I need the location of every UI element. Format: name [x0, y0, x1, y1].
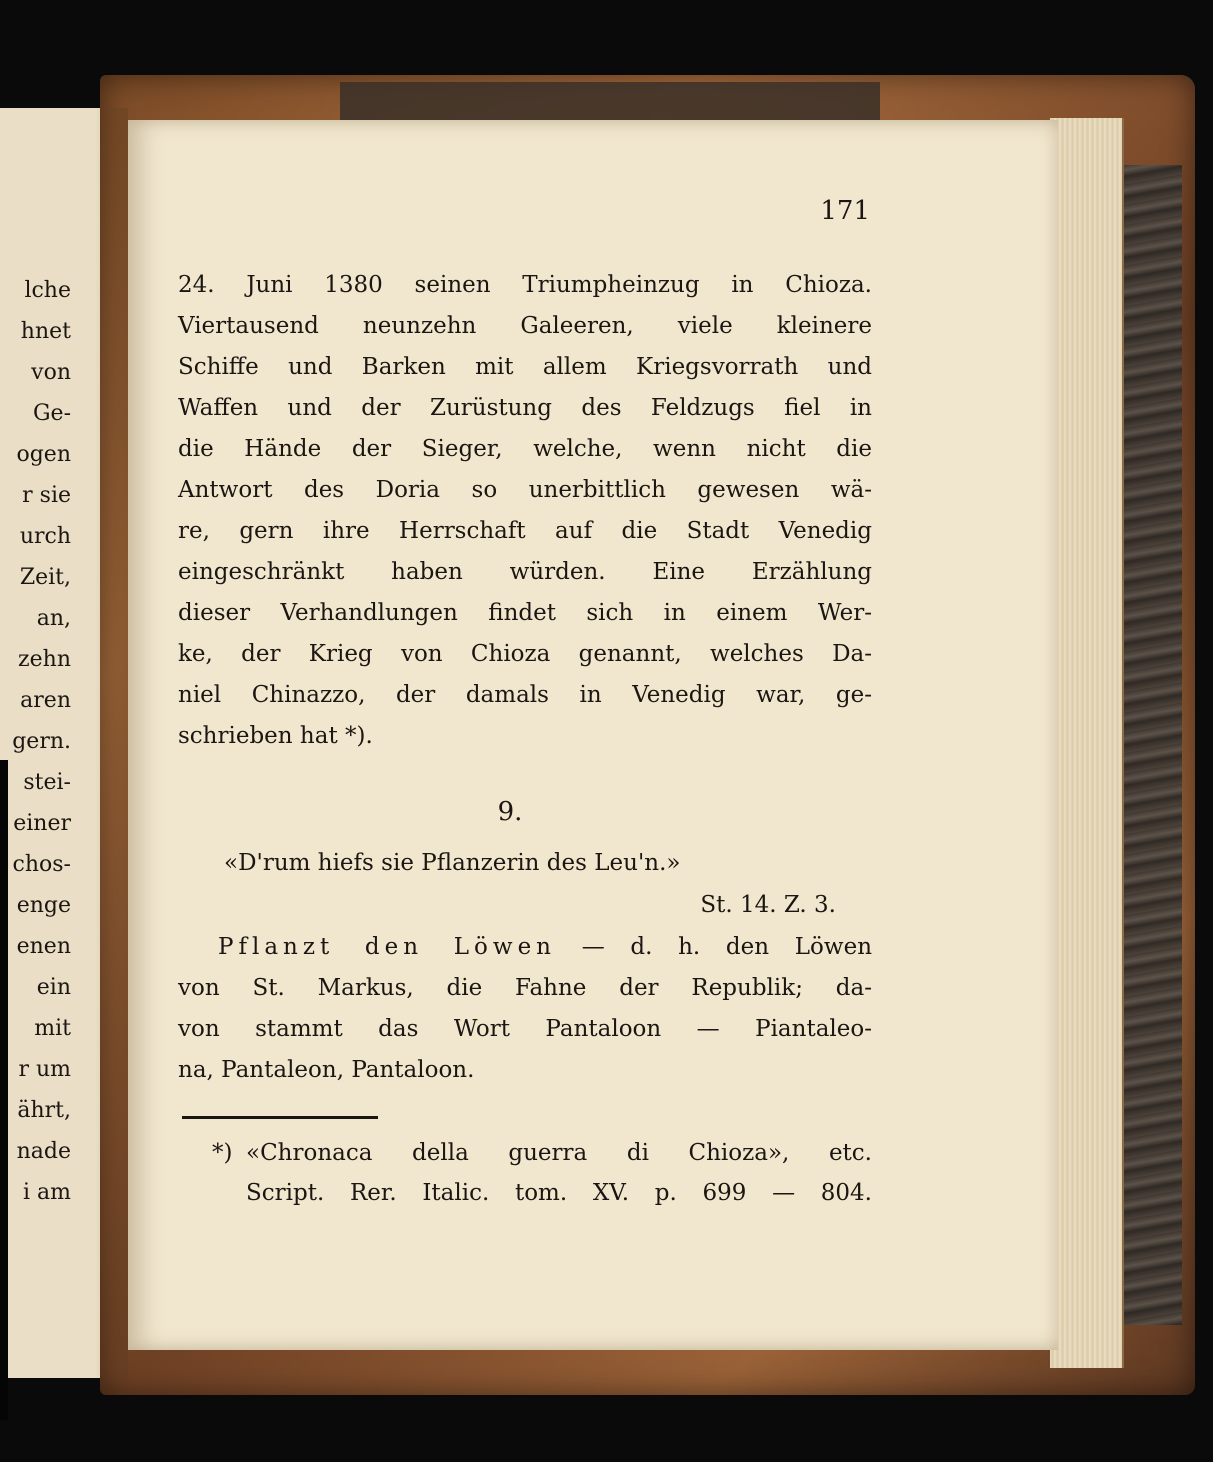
left-fragment: Zeit, — [19, 565, 71, 590]
paragraph-line: dieser Verhandlungen findet sich in einem Wer- — [178, 600, 872, 626]
left-fragment: ogen — [16, 442, 71, 467]
page-edges — [1050, 118, 1124, 1368]
paragraph-line: eingeschränkt haben würden. Eine Erzählung — [178, 559, 872, 585]
left-fragment: i am — [22, 1180, 71, 1205]
left-edge-shadow — [0, 760, 8, 1420]
paragraph-line: ke, der Krieg von Chioza genannt, welches Da- — [178, 641, 872, 667]
left-fragment: nade — [16, 1139, 71, 1164]
paragraph-line-rest: — d. h. den Löwen — [581, 934, 873, 960]
left-fragment: chos- — [12, 852, 71, 877]
left-fragment: enen — [16, 934, 71, 959]
left-gutter-shadow — [95, 108, 128, 1378]
marbled-board — [1120, 165, 1182, 1325]
left-fragment: urch — [19, 524, 71, 549]
left-fragment: gern. — [12, 729, 71, 754]
left-fragment: von — [31, 360, 71, 385]
left-fragment: hnet — [20, 319, 71, 344]
left-fragment: zehn — [18, 647, 71, 672]
paragraph-line: 24. Juni 1380 seinen Triumpheinzug in Chioza. — [178, 272, 872, 298]
left-fragment: stei- — [23, 770, 71, 795]
page-number: 171 — [820, 196, 870, 226]
paragraph-line: Antwort des Doria so unerbittlich gewesen wä- — [178, 477, 872, 503]
paragraph-line: schrieben hat *). — [178, 723, 373, 749]
left-fragment: r um — [18, 1057, 71, 1082]
left-fragment: ein — [36, 975, 71, 1000]
left-fragment: enge — [16, 893, 71, 918]
paragraph-line: re, gern ihre Herrschaft auf die Stadt Venedig — [178, 518, 872, 544]
left-fragment: lche — [24, 278, 71, 303]
paragraph-line: von stammt das Wort Pantaloon — Piantaleo- — [178, 1016, 872, 1042]
spaced-term: Pflanzt den Löwen — [218, 934, 556, 960]
paragraph-line: Schiffe und Barken mit allem Kriegsvorrath und — [178, 354, 872, 380]
left-fragment: Ge- — [32, 401, 71, 426]
footnote-rule — [182, 1116, 378, 1119]
cover-top-band — [340, 82, 880, 124]
left-fragment: einer — [13, 811, 71, 836]
paragraph-line: die Hände der Sieger, welche, wenn nicht die — [178, 436, 872, 462]
footnote-marker: *) — [212, 1140, 233, 1166]
left-fragment: r sie — [22, 483, 71, 508]
paragraph-line — [218, 934, 872, 960]
left-fragment: aren — [20, 688, 71, 713]
paragraph-line: von St. Markus, die Fahne der Republik; da- — [178, 975, 872, 1001]
left-fragment: ährt, — [17, 1098, 71, 1123]
section-number: 9. — [497, 797, 523, 827]
paragraph-line: Viertausend neunzehn Galeeren, viele kleinere — [178, 313, 872, 339]
verse-quote: «D'rum hiefs sie Pflanzerin des Leu'n.» — [224, 850, 681, 876]
footnote-line: Script. Rer. Italic. tom. XV. p. 699 — 804. — [246, 1180, 872, 1206]
footnote-line: «Chronaca della guerra di Chioza», etc. — [246, 1140, 872, 1166]
paragraph-line: Waffen und der Zurüstung des Feldzugs fiel in — [178, 395, 872, 421]
left-fragment: mit — [34, 1016, 71, 1041]
left-fragment: an, — [36, 606, 71, 631]
paragraph-line: niel Chinazzo, der damals in Venedig war, ge- — [178, 682, 872, 708]
verse-reference: St. 14. Z. 3. — [700, 892, 836, 918]
paragraph-line: na, Pantaleon, Pantaloon. — [178, 1057, 475, 1083]
